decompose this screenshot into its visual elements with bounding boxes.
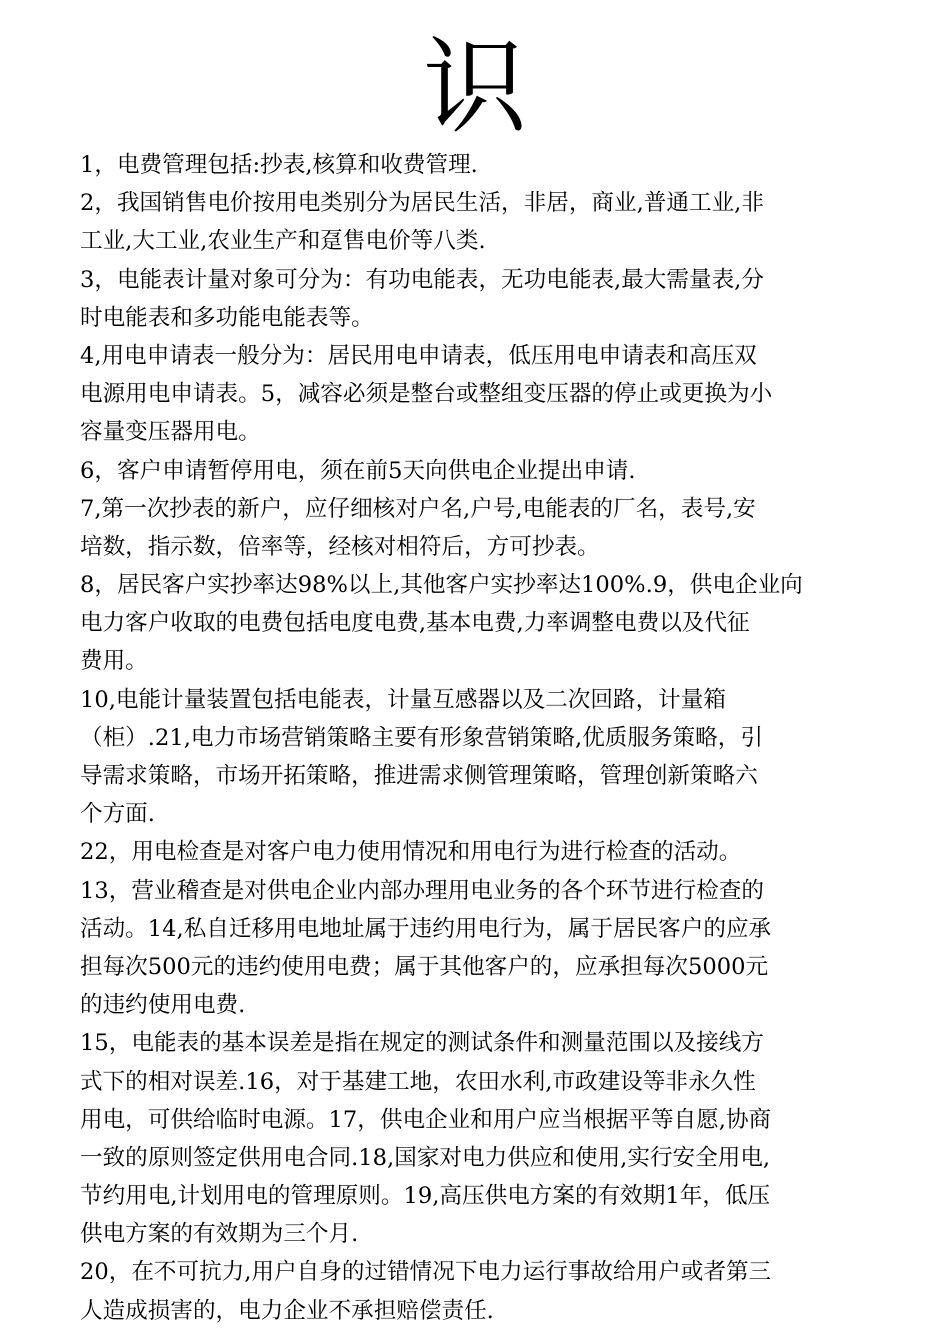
text-line: 费用。 (80, 648, 148, 675)
text-line: 3，电能表计量对象可分为：有功电能表，无功电能表,最大需量表,分 (80, 266, 764, 293)
paragraph-10 (80, 872, 880, 1025)
text-line: 1，电费管理包括:抄表,核算和收费管理. (80, 152, 478, 178)
paragraph-3 (80, 261, 880, 337)
paragraph-1 (80, 146, 880, 184)
text-line: 用电，可供给临时电源。17，供电企业和用户应当根据平等自愿,协商 (80, 1106, 772, 1133)
text-line: 15，电能表的基本误差是指在规定的测试条件和测量范围以及接线方 (80, 1030, 764, 1057)
paragraph-7 (80, 566, 880, 681)
paragraph-4 (80, 337, 880, 452)
paragraph-8 (80, 681, 880, 834)
page-title: 识 (422, 26, 527, 148)
text-line: 培数，指示数，倍率等，经核对相符后，方可抄表。 (80, 533, 600, 560)
text-line: 人造成损害的，电力企业不承担赔偿责任. (80, 1297, 494, 1324)
text-line: 10,电能计量装置包括电能表，计量互感器以及二次回路，计量箱 (80, 686, 726, 713)
text-line: 式下的相对误差.16，对于基建工地，农田水利,市政建设等非永久性 (80, 1068, 756, 1095)
text-line: 容量变压器用电。 (80, 419, 261, 446)
document-body (80, 146, 880, 1330)
paragraph-6 (80, 490, 880, 566)
text-line: 工业,大工业,农业生产和趸售电价等八类. (80, 228, 486, 255)
paragraph-2 (80, 184, 880, 260)
text-line: 个方面. (80, 801, 155, 828)
text-line: 一致的原则签定供用电合同.18,国家对电力供应和使用,实行安全用电, (80, 1144, 771, 1171)
text-line: 节约用电,计划用电的管理原则。19,高压供电方案的有效期1年，低压 (80, 1183, 771, 1210)
text-line: 4,用电申请表一般分为：居民用电申请表，低压用电申请表和高压双 (80, 342, 757, 369)
paragraph-9 (80, 833, 880, 871)
text-line: 活动。14,私自迁移用电地址属于违约用电行为，属于居民客户的应承 (80, 915, 772, 942)
text-line: 的违约使用电费. (80, 992, 246, 1019)
text-line: 20，在不可抗力,用户自身的过错情况下电力运行事故给用户或者第三 (80, 1259, 772, 1286)
text-line: 电源用电申请表。5，减容必须是整台或整组变压器的停止或更换为小 (80, 381, 773, 408)
paragraph-12 (80, 1253, 880, 1329)
paragraph-11 (80, 1024, 880, 1253)
text-line: 担每次500元的违约使用电费；属于其他客户的，应承担每次5000元 (80, 953, 769, 980)
text-line: 电力客户收取的电费包括电度电费,基本电费,力率调整电费以及代征 (80, 610, 750, 637)
text-line: 13，营业稽查是对供电企业内部办理用电业务的各个环节进行检查的 (80, 877, 764, 904)
paragraph-5 (80, 452, 880, 490)
text-line: （柜）.21,电力市场营销策略主要有形象营销策略,优质服务策略，引 (80, 724, 763, 751)
text-line: 2，我国销售电价按用电类别分为居民生活，非居，商业,普通工业,非 (80, 190, 764, 217)
text-line: 6，客户申请暂停用电，须在前5天向供电企业提出申请. (80, 457, 636, 484)
text-line: 时电能表和多功能电能表等。 (80, 304, 374, 331)
text-line: 22，用电检查是对客户电力使用情况和用电行为进行检查的活动。 (80, 839, 742, 866)
text-line: 供电方案的有效期为三个月. (80, 1221, 359, 1248)
text-line: 7,第一次抄表的新户，应仔细核对户名,户号,电能表的厂名，表号,安 (80, 495, 756, 522)
text-line: 导需求策略，市场开拓策略，推进需求侧管理策略，管理创新策略六 (80, 763, 758, 789)
text-line: 8，居民客户实抄率达98%以上,其他客户实抄率达100%.9，供电企业向 (80, 572, 803, 599)
